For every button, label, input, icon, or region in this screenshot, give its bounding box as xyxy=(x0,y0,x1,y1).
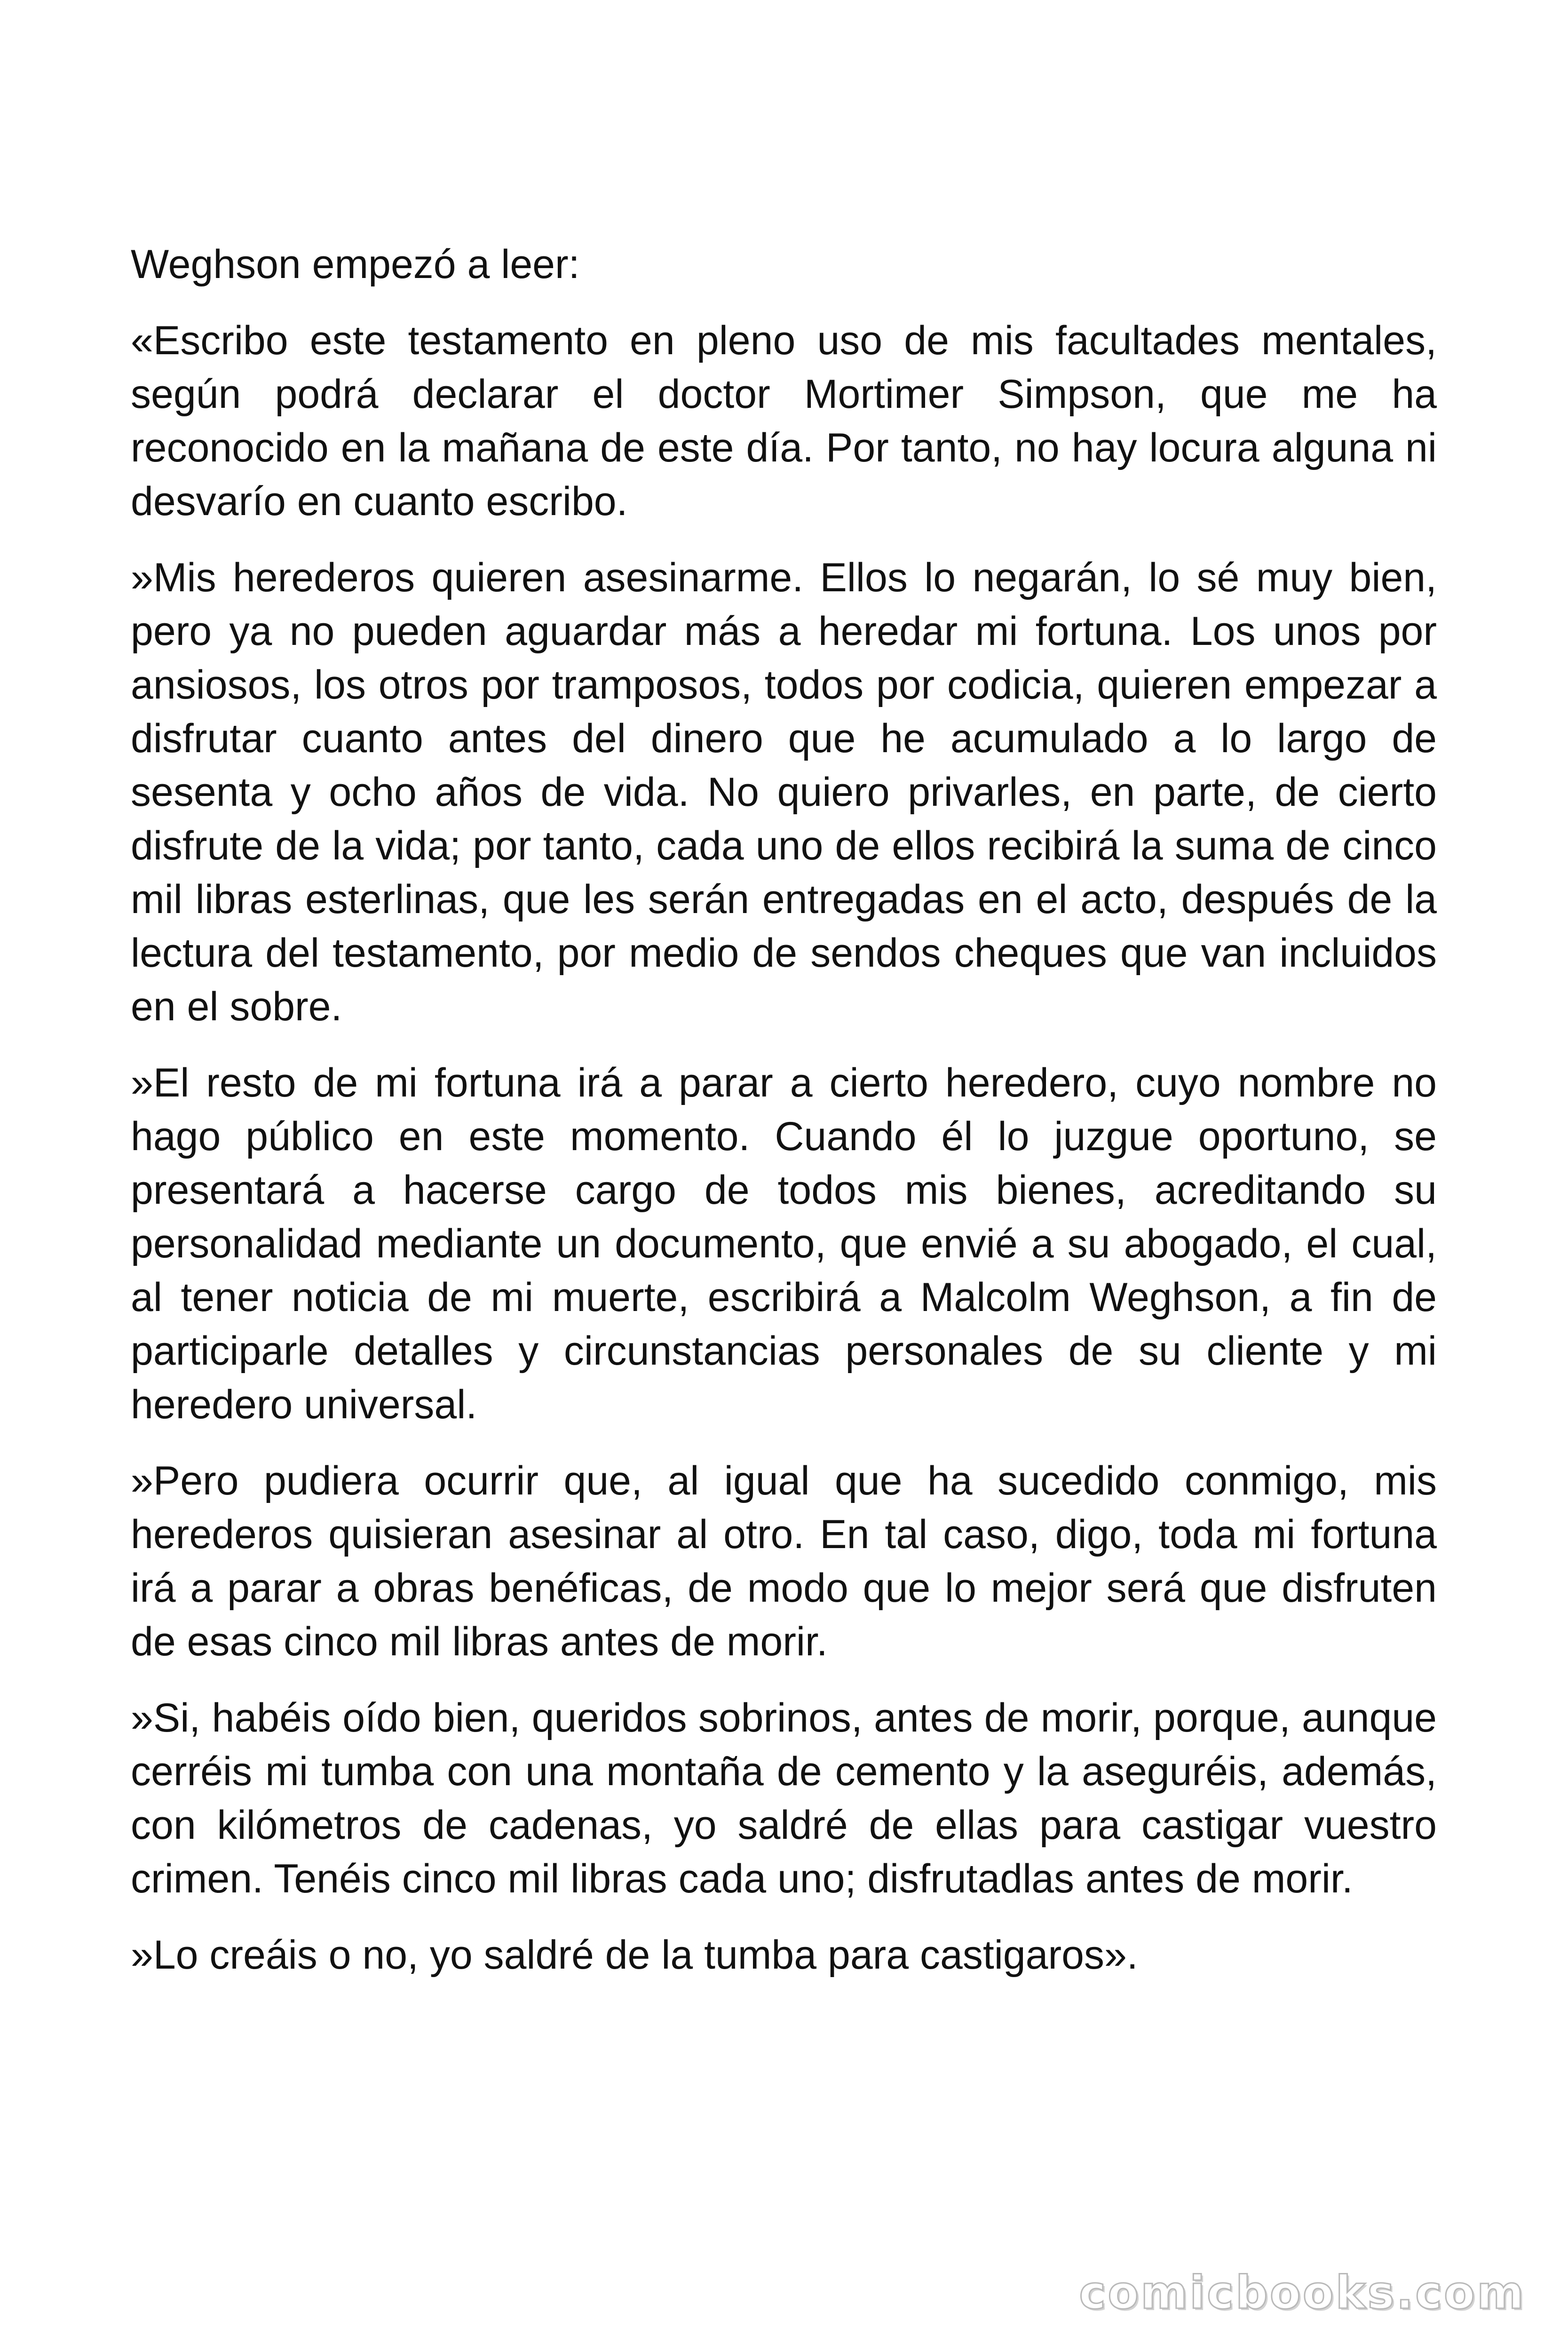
paragraph-threat: »Si, habéis oído bien, queridos sobrinos, antes de morir, porque, aunque cerréis mi tumba con una montaña de cemento y la aseguréis, además, con kilómetros de cadenas, yo saldré de ellas para castigar vuestro crimen. Tenéis cinco mil libras cada uno; disfrutadlas antes de morir. xyxy=(131,1695,1437,1901)
watermark: comicbooks.com xyxy=(1079,2266,1526,2319)
paragraph-warning: »Pero pudiera ocurrir que, al igual que ha sucedido conmigo, mis herederos quisieran asesinar al otro. En tal caso, digo, toda mi fortuna irá a parar a obras benéficas, de modo que lo mejor será que disfruten de esas cinco mil libras antes de morir. xyxy=(131,1458,1437,1664)
paragraph-closing: »Lo creáis o no, yo saldré de la tumba para castigaros». xyxy=(131,1932,1138,1978)
paragraph-intro: Weghson empezó a leer: xyxy=(131,242,580,287)
body-text xyxy=(131,238,1437,2004)
paragraph-heirs: »Mis herederos quieren asesinarme. Ellos lo negarán, lo sé muy bien, pero ya no pueden aguardar más a heredar mi fortuna. Los unos por ansiosos, los otros por tramposos, todos por codicia, quieren empezar a disfrutar cuanto antes del dinero que he acumulado a lo largo de sesenta y ocho años de vida. No quiero privarles, en parte, de cierto disfrute de la vida; por tanto, cada uno de ellos recibirá la suma de cinco mil libras esterlinas, que les serán entregadas en el acto, después de la lectura del testamento, por medio de sendos cheques que van incluidos en el sobre. xyxy=(131,555,1437,1029)
paragraph-testament-opening: «Escribo este testamento en pleno uso de mis facultades mentales, según podrá declarar el doctor Mortimer Simpson, que me ha reconocido en la mañana de este día. Por tanto, no hay locura alguna ni desvarío en cuanto escribo. xyxy=(131,318,1437,524)
paragraph-remaining-fortune: »El resto de mi fortuna irá a parar a cierto heredero, cuyo nombre no hago público en este momento. Cuando él lo juzgue oportuno, se presentará a hacerse cargo de todos mis bienes, acreditando su personalidad mediante un documento, que envié a su abogado, el cual, al tener noticia de mi muerte, escribirá a Malcolm Weghson, a fin de participarle detalles y circunstancias personales de su cliente y mi heredero universal. xyxy=(131,1060,1437,1427)
